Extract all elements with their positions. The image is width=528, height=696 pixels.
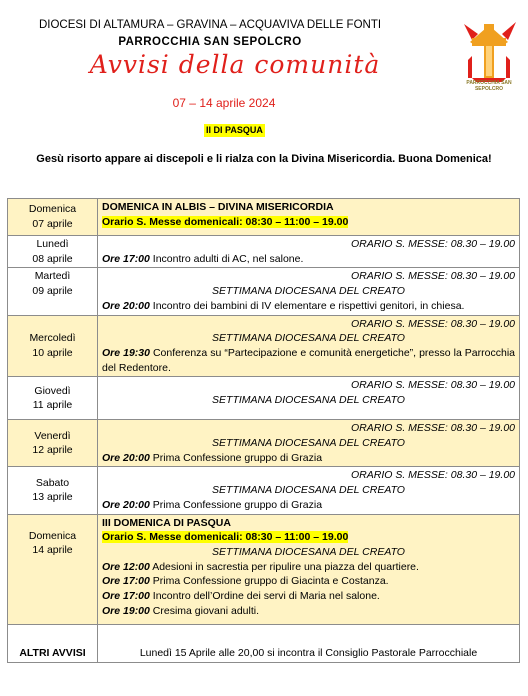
schedule-row-saturday-13 [8, 467, 520, 514]
creation-week-note: SETTIMANA DIOCESANA DEL CREATO [212, 285, 405, 298]
other-notices-text: Lunedì 15 Aprile alle 20,00 si incontra il Consiglio Pastorale Parrocchiale [98, 625, 520, 663]
event-line [102, 252, 515, 267]
creation-week-note: SETTIMANA DIOCESANA DEL CREATO [212, 484, 405, 497]
liturgical-sunday: II DI PASQUA [206, 125, 263, 135]
event-text: Adesioni in sacrestia per ripulire una piazza del quartiere. [149, 560, 419, 573]
mass-times: ORARIO S. MESSE: 08.30 – 19.00 [351, 422, 515, 435]
day-date: 09 aprile [32, 285, 73, 298]
event-line [102, 589, 515, 604]
other-notices-row [8, 625, 520, 663]
day-cell [8, 199, 98, 236]
creation-week-note: SETTIMANA DIOCESANA DEL CREATO [212, 332, 405, 345]
event-text: Incontro adulti di AC, nel salone. [149, 252, 304, 265]
event-time: Ore 19:30 [102, 346, 150, 359]
schedule-row-thursday-11 [8, 377, 520, 420]
day-date: 14 aprile [32, 544, 73, 557]
mass-times: ORARIO S. MESSE: 08.30 – 19.00 [351, 469, 515, 482]
day-date: 10 aprile [32, 346, 73, 359]
events-cell [98, 377, 520, 420]
day-name: Venerdì [34, 429, 71, 442]
event-text: Incontro dei bambini di IV elementare e rispettivi genitori, in chiesa. [149, 299, 465, 312]
diocese-heading: DIOCESI DI ALTAMURA – GRAVINA – ACQUAVIVA DELLE FONTI [38, 19, 382, 31]
day-name: Domenica [28, 203, 77, 216]
other-notices-label: ALTRI AVVISI [8, 625, 98, 663]
day-name: Mercoledì [29, 332, 76, 345]
day-date: 08 aprile [32, 252, 73, 265]
event-text: Prima Confessione gruppo di Grazia [149, 451, 323, 464]
event-line [102, 346, 515, 375]
day-cell [8, 315, 98, 377]
day-name: Sabato [35, 476, 70, 489]
parish-heading: PARROCCHIA SAN SEPOLCRO [118, 36, 302, 48]
page-title: Avvisi della comunità [89, 50, 381, 79]
mass-times: ORARIO S. MESSE: 08.30 – 19.00 [351, 238, 515, 250]
event-line [102, 498, 515, 513]
day-cell [8, 377, 98, 420]
creation-week-note: SETTIMANA DIOCESANA DEL CREATO [212, 437, 405, 450]
day-cell [8, 514, 98, 625]
day-name: Domenica [28, 529, 77, 542]
event-time: Ore 17:00 [102, 575, 150, 588]
events-cell [98, 420, 520, 467]
logo-caption: PARROCCHIA SAN SEPOLCRO [466, 80, 512, 92]
event-time: Ore 17:00 [102, 252, 150, 265]
events-cell [98, 315, 520, 377]
event-text: Incontro dell’Ordine dei servi di Maria nel salone. [149, 590, 380, 603]
mass-times: ORARIO S. MESSE: 08.30 – 19.00 [351, 270, 515, 283]
weekly-schedule-table [7, 198, 520, 663]
mass-times: ORARIO S. MESSE: 08.30 – 19.00 [351, 317, 515, 330]
schedule-row-monday-08 [8, 236, 520, 268]
day-cell [8, 420, 98, 467]
schedule-row-wednesday-10 [8, 315, 520, 377]
day-date: 07 aprile [32, 218, 73, 230]
gospel-message: Gesù risorto appare ai discepoli e li rialza con la Divina Misericordia. Buona Domenica! [36, 153, 492, 165]
events-cell [98, 467, 520, 514]
mass-times-highlight: Orario S. Messe domenicali: 08:30 – 11:00 – 19.00 [102, 531, 349, 544]
events-cell [98, 514, 520, 625]
liturgy-title: III DOMENICA DI PASQUA [102, 516, 231, 529]
creation-week-note: SETTIMANA DIOCESANA DEL CREATO [212, 545, 405, 558]
event-time: Ore 20:00 [102, 498, 150, 511]
schedule-row-tuesday-09 [8, 268, 520, 315]
events-cell [98, 199, 520, 236]
events-cell [98, 268, 520, 315]
schedule-row-sunday-07 [8, 199, 520, 236]
event-text: Cresima giovani adulti. [149, 604, 260, 617]
event-line [102, 560, 515, 575]
day-cell [8, 236, 98, 268]
event-line [102, 574, 515, 589]
event-line [102, 451, 515, 466]
event-text: Prima Confessione gruppo di Grazia [149, 498, 323, 511]
event-line [102, 604, 515, 619]
schedule-row-friday-12 [8, 420, 520, 467]
mass-times: ORARIO S. MESSE: 08.30 – 19.00 [351, 379, 515, 392]
event-text: Conferenza su “Partecipazione e comunità energetiche”, presso la Parrocchia del Redentore. [102, 346, 515, 374]
creation-week-note: SETTIMANA DIOCESANA DEL CREATO [212, 394, 405, 407]
event-time: Ore 17:00 [102, 590, 150, 603]
day-name: Lunedì [36, 238, 69, 250]
day-cell [8, 467, 98, 514]
day-cell [8, 268, 98, 315]
liturgy-title: DOMENICA IN ALBIS – DIVINA MISERICORDIA [102, 201, 334, 213]
event-line [102, 299, 515, 314]
mass-times-highlight: Orario S. Messe domenicali: 08:30 – 11:00 – 19.00 [102, 215, 349, 228]
event-time: Ore 20:00 [102, 451, 150, 464]
events-cell [98, 236, 520, 268]
event-time: Ore 20:00 [102, 299, 150, 312]
event-text: Prima Confessione gruppo di Giacinta e Costanza. [149, 575, 389, 588]
day-name: Martedì [34, 270, 71, 283]
day-date: 11 aprile [32, 399, 73, 412]
day-date: 12 aprile [32, 444, 73, 457]
day-name: Giovedì [34, 384, 71, 397]
schedule-row-sunday-14 [8, 514, 520, 625]
week-dates: 07 – 14 aprile 2024 [172, 96, 276, 110]
day-date: 13 aprile [32, 491, 73, 504]
event-time: Ore 12:00 [102, 560, 150, 573]
event-time: Ore 19:00 [102, 604, 150, 617]
